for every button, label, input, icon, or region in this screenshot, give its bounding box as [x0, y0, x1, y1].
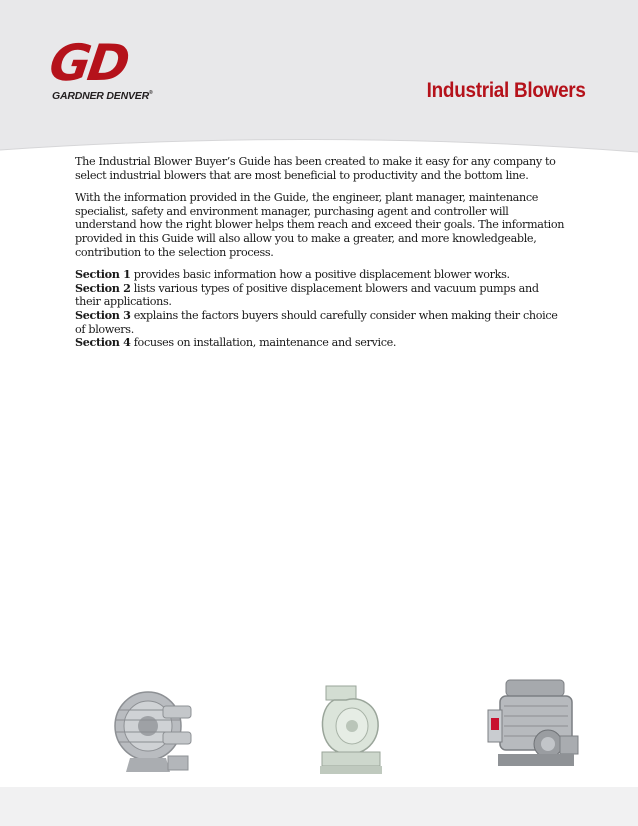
footer-band — [0, 787, 638, 826]
sections-list — [75, 268, 565, 350]
logo-trademark: ® — [148, 90, 153, 96]
intro-paragraph-2: With the information provided in the Guide, the engineer, plant manager, maintenance specialist, safety and environment manager, purchasing agent and controller will understand how the right blower helps them reach and exceed their goals. The information provided in this Guide will also allow you to make a greater, and more knowledgeable, contribution to the selection process. — [75, 191, 565, 259]
rotary-lobe-blower-icon — [486, 674, 582, 774]
page-title: Industrial Blowers — [427, 79, 586, 102]
section-item-4 — [75, 336, 565, 350]
section-text: provides basic information how a positive displacement blower works. — [130, 268, 510, 282]
section-label: Section 1 — [75, 267, 131, 282]
main-content — [75, 155, 565, 350]
intro-paragraph-1: The Industrial Blower Buyer’s Guide has been created to make it easy for any company to select industrial blowers that are most beneficial to productivity and the bottom line. — [75, 155, 556, 182]
section-text: focuses on installation, maintenance and service. — [130, 336, 397, 350]
regenerative-blower-icon — [108, 680, 196, 774]
section-label: Section 4 — [75, 335, 131, 350]
logo-name — [52, 90, 152, 102]
section-text: lists various types of positive displacement blowers and vacuum pumps and their applications. — [75, 281, 539, 309]
section-item-2 — [75, 282, 565, 309]
section-label: Section 2 — [75, 280, 131, 295]
section-item-3 — [75, 309, 565, 336]
logo-name-text: GARDNER DENVER — [52, 90, 149, 102]
section-item-1 — [75, 268, 565, 282]
logo-mark: GD — [45, 34, 131, 92]
product-images — [0, 668, 638, 778]
gardner-denver-logo — [45, 34, 160, 104]
section-label: Section 3 — [75, 307, 131, 322]
section-text: explains the factors buyers should carefully consider when making their choice of blowers. — [75, 308, 558, 336]
centrifugal-blower-icon — [316, 682, 386, 780]
